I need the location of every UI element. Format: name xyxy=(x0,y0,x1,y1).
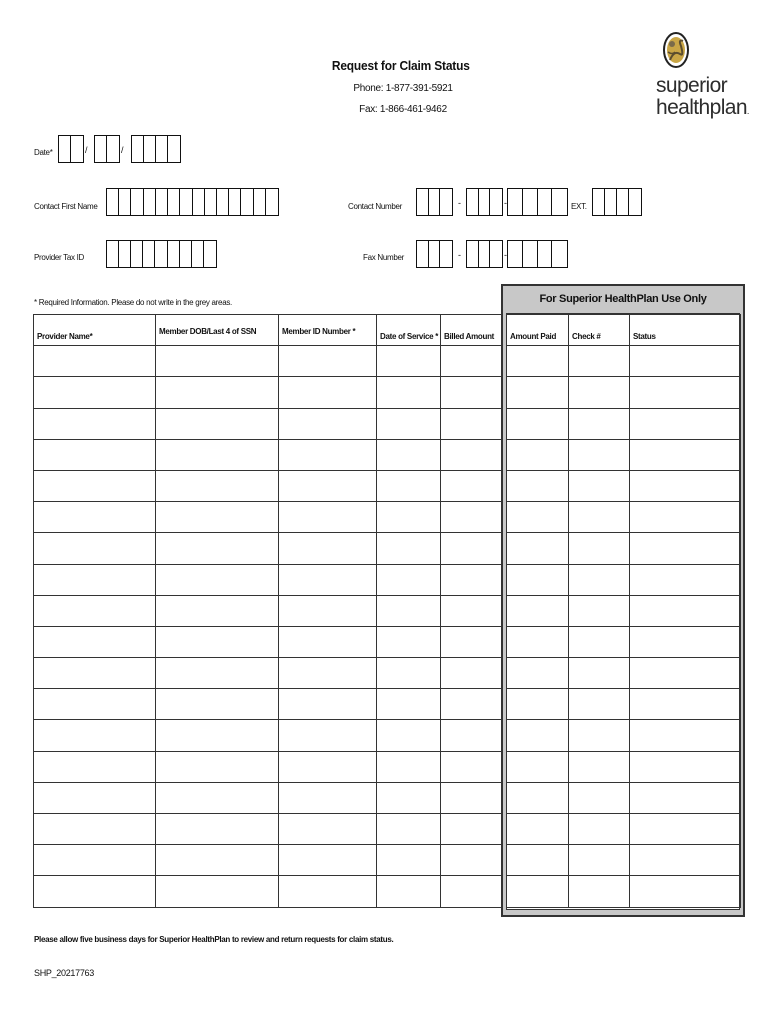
table-cell[interactable] xyxy=(441,502,502,533)
table-cell[interactable] xyxy=(569,720,630,751)
provider-table-row xyxy=(34,502,502,533)
table-cell[interactable] xyxy=(279,377,377,408)
phone-separator: - xyxy=(458,198,461,208)
table-cell[interactable] xyxy=(34,689,156,720)
ext-field[interactable] xyxy=(592,188,642,216)
phone-separator: - xyxy=(504,250,507,260)
table-cell[interactable] xyxy=(377,408,441,439)
table-cell[interactable] xyxy=(156,439,279,470)
provider-table-row xyxy=(34,626,502,657)
table-cell[interactable] xyxy=(569,845,630,876)
table-cell[interactable] xyxy=(156,408,279,439)
table-cell[interactable] xyxy=(156,346,279,377)
table-cell[interactable] xyxy=(507,346,569,377)
office-table-row xyxy=(507,658,741,689)
office-table-header xyxy=(507,315,741,346)
table-cell[interactable] xyxy=(377,814,441,845)
table-cell[interactable] xyxy=(569,502,630,533)
table-cell[interactable] xyxy=(569,533,630,564)
table-cell[interactable] xyxy=(34,782,156,813)
table-cell[interactable] xyxy=(630,782,741,813)
table-cell[interactable] xyxy=(34,502,156,533)
fax-number-label: Fax Number xyxy=(363,253,405,262)
table-cell[interactable] xyxy=(279,595,377,626)
table-cell[interactable] xyxy=(377,533,441,564)
table-cell[interactable] xyxy=(377,782,441,813)
table-cell[interactable] xyxy=(630,408,741,439)
table-cell[interactable] xyxy=(156,470,279,501)
provider-tax-id-label: Provider Tax ID xyxy=(34,253,85,262)
contact-number-area-field[interactable] xyxy=(416,188,453,216)
office-table-row xyxy=(507,845,741,876)
table-cell[interactable] xyxy=(156,658,279,689)
contact-first-name-field[interactable] xyxy=(106,188,279,216)
table-cell[interactable] xyxy=(507,564,569,595)
table-cell[interactable] xyxy=(156,720,279,751)
provider-table-row xyxy=(34,814,502,845)
table-cell[interactable] xyxy=(156,502,279,533)
table-cell[interactable] xyxy=(441,408,502,439)
table-cell[interactable] xyxy=(377,346,441,377)
table-cell[interactable] xyxy=(630,439,741,470)
table-cell[interactable] xyxy=(441,689,502,720)
table-cell[interactable] xyxy=(630,564,741,595)
table-cell[interactable] xyxy=(441,595,502,626)
date-separator: / xyxy=(85,145,88,155)
table-cell[interactable] xyxy=(569,595,630,626)
table-cell[interactable] xyxy=(630,720,741,751)
table-cell[interactable] xyxy=(377,751,441,782)
table-cell[interactable] xyxy=(507,814,569,845)
table-cell[interactable] xyxy=(34,814,156,845)
table-cell[interactable] xyxy=(279,845,377,876)
table-cell[interactable] xyxy=(507,626,569,657)
provider-table-row xyxy=(34,689,502,720)
office-table-row xyxy=(507,876,741,907)
table-cell[interactable] xyxy=(630,595,741,626)
date-label: Date* xyxy=(34,148,53,157)
table-cell[interactable] xyxy=(630,814,741,845)
table-cell[interactable] xyxy=(34,533,156,564)
provider-table-row xyxy=(34,408,502,439)
fax-number-prefix-field[interactable] xyxy=(466,240,503,268)
table-cell[interactable] xyxy=(156,782,279,813)
table-cell[interactable] xyxy=(279,408,377,439)
table-cell[interactable] xyxy=(279,626,377,657)
table-cell[interactable] xyxy=(156,689,279,720)
table-cell[interactable] xyxy=(34,346,156,377)
form-code: SHP_20217763 xyxy=(34,968,94,978)
table-cell[interactable] xyxy=(156,564,279,595)
table-cell[interactable] xyxy=(630,533,741,564)
table-cell[interactable] xyxy=(630,751,741,782)
table-cell[interactable] xyxy=(279,502,377,533)
col-member-id: Member ID Number * xyxy=(279,315,377,346)
provider-claims-table xyxy=(33,314,502,908)
office-use-title: For Superior HealthPlan Use Only xyxy=(539,293,707,305)
table-cell[interactable] xyxy=(34,876,156,907)
table-cell[interactable] xyxy=(34,845,156,876)
office-table-body xyxy=(507,346,741,907)
table-cell[interactable] xyxy=(507,595,569,626)
table-cell[interactable] xyxy=(507,470,569,501)
provider-table-row xyxy=(34,533,502,564)
office-table-row xyxy=(507,502,741,533)
table-cell[interactable] xyxy=(441,377,502,408)
contact-number-line-field[interactable] xyxy=(507,188,568,216)
table-cell[interactable] xyxy=(569,564,630,595)
provider-table-row xyxy=(34,720,502,751)
table-cell[interactable] xyxy=(630,346,741,377)
table-cell[interactable] xyxy=(34,439,156,470)
table-cell[interactable] xyxy=(279,876,377,907)
table-cell[interactable] xyxy=(34,564,156,595)
office-table-row xyxy=(507,408,741,439)
table-cell[interactable] xyxy=(377,564,441,595)
provider-table-row xyxy=(34,346,502,377)
date-separator: / xyxy=(121,145,124,155)
table-cell[interactable] xyxy=(279,782,377,813)
office-table-row xyxy=(507,470,741,501)
office-table-row xyxy=(507,751,741,782)
table-cell[interactable] xyxy=(630,470,741,501)
provider-table-row xyxy=(34,845,502,876)
table-cell[interactable] xyxy=(507,782,569,813)
provider-table-row xyxy=(34,751,502,782)
table-cell[interactable] xyxy=(630,626,741,657)
table-cell[interactable] xyxy=(507,751,569,782)
office-table-row xyxy=(507,377,741,408)
table-cell[interactable] xyxy=(441,876,502,907)
table-cell[interactable] xyxy=(279,814,377,845)
table-cell[interactable] xyxy=(441,658,502,689)
col-member-dob: Member DOB/Last 4 of SSN xyxy=(156,315,279,346)
provider-table-row xyxy=(34,876,502,907)
fax-line: Fax: 1-866-461-9462 xyxy=(359,104,447,115)
table-cell[interactable] xyxy=(377,689,441,720)
table-cell[interactable] xyxy=(377,626,441,657)
table-cell[interactable] xyxy=(34,720,156,751)
table-cell[interactable] xyxy=(569,626,630,657)
table-cell[interactable] xyxy=(377,470,441,501)
office-table-row xyxy=(507,346,741,377)
table-cell[interactable] xyxy=(34,658,156,689)
table-cell[interactable] xyxy=(441,533,502,564)
table-cell[interactable] xyxy=(34,626,156,657)
table-cell[interactable] xyxy=(569,439,630,470)
table-cell[interactable] xyxy=(569,689,630,720)
table-cell[interactable] xyxy=(630,377,741,408)
table-cell[interactable] xyxy=(507,658,569,689)
table-cell[interactable] xyxy=(441,845,502,876)
provider-table-row xyxy=(34,439,502,470)
table-cell[interactable] xyxy=(377,876,441,907)
table-cell[interactable] xyxy=(377,377,441,408)
table-cell[interactable] xyxy=(156,814,279,845)
table-cell[interactable] xyxy=(507,377,569,408)
table-cell[interactable] xyxy=(441,346,502,377)
phone-separator: - xyxy=(504,198,507,208)
provider-table-row xyxy=(34,564,502,595)
office-table-row xyxy=(507,564,741,595)
provider-table-row xyxy=(34,470,502,501)
table-cell[interactable] xyxy=(34,595,156,626)
col-check-number: Check # xyxy=(569,315,630,346)
phone-line: Phone: 1-877-391-5921 xyxy=(353,83,453,94)
table-cell[interactable] xyxy=(507,533,569,564)
provider-table-header xyxy=(34,315,502,346)
table-cell[interactable] xyxy=(569,408,630,439)
table-cell[interactable] xyxy=(279,658,377,689)
date-year-field[interactable] xyxy=(131,135,181,163)
table-cell[interactable] xyxy=(377,595,441,626)
table-cell[interactable] xyxy=(156,533,279,564)
table-cell[interactable] xyxy=(279,720,377,751)
table-cell[interactable] xyxy=(569,470,630,501)
office-table-row xyxy=(507,720,741,751)
contact-number-prefix-field[interactable] xyxy=(466,188,503,216)
table-cell[interactable] xyxy=(377,658,441,689)
provider-table-row xyxy=(34,658,502,689)
table-cell[interactable] xyxy=(569,658,630,689)
table-cell[interactable] xyxy=(630,876,741,907)
table-cell[interactable] xyxy=(507,876,569,907)
col-date-of-service: Date of Service * xyxy=(377,315,441,346)
table-cell[interactable] xyxy=(441,751,502,782)
table-cell[interactable] xyxy=(34,408,156,439)
table-cell[interactable] xyxy=(441,626,502,657)
table-cell[interactable] xyxy=(507,689,569,720)
table-cell[interactable] xyxy=(630,502,741,533)
table-cell[interactable] xyxy=(279,346,377,377)
sun-figure-logo-icon xyxy=(660,30,692,70)
provider-table-body xyxy=(34,346,502,907)
provider-table-row xyxy=(34,595,502,626)
table-cell[interactable] xyxy=(569,782,630,813)
required-note: * Required Information. Please do not write in the grey areas. xyxy=(34,298,232,307)
table-cell[interactable] xyxy=(279,470,377,501)
office-table-row xyxy=(507,689,741,720)
table-cell[interactable] xyxy=(630,845,741,876)
table-cell[interactable] xyxy=(156,626,279,657)
table-cell[interactable] xyxy=(377,502,441,533)
table-cell[interactable] xyxy=(279,533,377,564)
table-cell[interactable] xyxy=(441,439,502,470)
office-table-row xyxy=(507,533,741,564)
provider-table-row xyxy=(34,377,502,408)
form-title: Request for Claim Status xyxy=(331,58,470,73)
table-cell[interactable] xyxy=(377,720,441,751)
fax-number-line-field[interactable] xyxy=(507,240,568,268)
table-cell[interactable] xyxy=(156,595,279,626)
col-billed-amount: Billed Amount xyxy=(441,315,502,346)
table-cell[interactable] xyxy=(569,751,630,782)
table-cell[interactable] xyxy=(34,751,156,782)
footer-note: Please allow five business days for Superior HealthPlan to review and return requests for claim status. xyxy=(34,935,394,944)
table-cell[interactable] xyxy=(507,502,569,533)
table-cell[interactable] xyxy=(377,845,441,876)
office-table-row xyxy=(507,626,741,657)
superior-healthplan-logo xyxy=(656,30,756,140)
table-cell[interactable] xyxy=(630,689,741,720)
office-use-table xyxy=(506,314,741,908)
table-cell[interactable] xyxy=(569,814,630,845)
col-provider-name: Provider Name* xyxy=(34,315,156,346)
table-cell[interactable] xyxy=(569,346,630,377)
table-cell[interactable] xyxy=(156,751,279,782)
col-amount-paid: Amount Paid xyxy=(507,315,569,346)
table-cell[interactable] xyxy=(156,876,279,907)
table-cell[interactable] xyxy=(441,814,502,845)
office-table-row xyxy=(507,782,741,813)
table-cell[interactable] xyxy=(630,658,741,689)
table-cell[interactable] xyxy=(507,720,569,751)
date-day-field[interactable] xyxy=(94,135,120,163)
office-table-row xyxy=(507,814,741,845)
table-cell[interactable] xyxy=(441,720,502,751)
table-cell[interactable] xyxy=(34,377,156,408)
contact-number-label: Contact Number xyxy=(348,202,403,211)
table-cell[interactable] xyxy=(156,845,279,876)
table-cell[interactable] xyxy=(441,782,502,813)
phone-separator: - xyxy=(458,250,461,260)
table-cell[interactable] xyxy=(279,564,377,595)
table-cell[interactable] xyxy=(279,689,377,720)
table-cell[interactable] xyxy=(156,377,279,408)
table-cell[interactable] xyxy=(34,470,156,501)
date-month-field[interactable] xyxy=(58,135,84,163)
contact-first-name-label: Contact First Name xyxy=(34,202,98,211)
table-cell[interactable] xyxy=(279,439,377,470)
logo-text-superior: superior xyxy=(656,74,728,97)
fax-number-area-field[interactable] xyxy=(416,240,453,268)
office-table-row xyxy=(507,595,741,626)
table-cell[interactable] xyxy=(569,377,630,408)
table-cell[interactable] xyxy=(377,439,441,470)
table-cell[interactable] xyxy=(441,470,502,501)
ext-label: EXT. xyxy=(571,202,587,211)
office-table-row xyxy=(507,439,741,470)
table-cell[interactable] xyxy=(441,564,502,595)
table-cell[interactable] xyxy=(507,845,569,876)
provider-tax-id-field[interactable] xyxy=(106,240,217,268)
table-cell[interactable] xyxy=(569,876,630,907)
logo-text-healthplan: healthplan. xyxy=(656,96,749,119)
table-cell[interactable] xyxy=(507,408,569,439)
table-cell[interactable] xyxy=(279,751,377,782)
col-status: Status xyxy=(630,315,741,346)
table-cell[interactable] xyxy=(507,439,569,470)
provider-table-row xyxy=(34,782,502,813)
